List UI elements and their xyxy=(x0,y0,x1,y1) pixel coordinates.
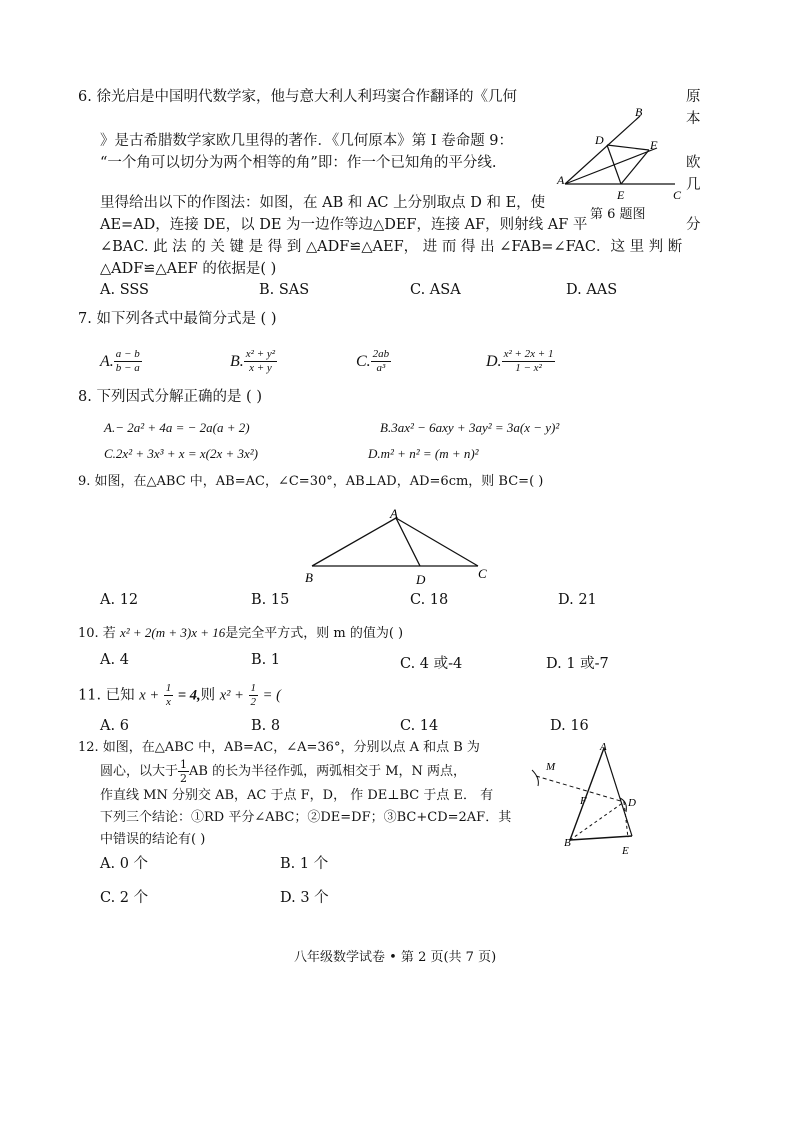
q12-line5: 中错误的结论有( ) xyxy=(100,832,206,847)
q12-fig-label-f: F xyxy=(580,795,587,807)
q8-stem: 8. 下列因式分解正确的是 ( ) xyxy=(78,389,262,405)
q6-fig-label-c: C xyxy=(673,188,682,202)
q12-arc-m xyxy=(532,770,538,786)
q12-option-b: B. 1 个 xyxy=(280,856,329,872)
q9-fig-label-a: A xyxy=(390,506,398,521)
q11-option-c: C. 14 xyxy=(400,718,439,734)
q6-ray-af xyxy=(565,148,657,184)
q6-fig-label-d: D xyxy=(595,133,604,147)
q6-right2: 本 xyxy=(686,111,701,127)
q7-stem: 7. 如下列各式中最简分式是 ( ) xyxy=(78,311,277,327)
q9-option-b: B. 15 xyxy=(251,592,290,608)
q12-option-d: D. 3 个 xyxy=(280,890,329,906)
q9-figure xyxy=(300,502,500,587)
q11-option-b: B. 8 xyxy=(251,718,281,734)
q12-side-bc xyxy=(570,836,632,840)
q9-option-c: C. 18 xyxy=(410,592,449,608)
q12-line2: 圆心，以大于 $\frac{1}{2}$ AB 的长为半径作弧，两弧相交于 M，N 两点， xyxy=(100,758,467,785)
q6-figure-caption: 第 6 题图 xyxy=(590,207,646,222)
q12-line4: 下列三个结论：①RD 平分∠ABC；②DE=DF；③BC+CD=2AF．其 xyxy=(100,810,512,825)
q8-option-a: A.− 2a² + 4a = − 2a(a + 2) xyxy=(104,420,250,435)
q12-fig-label-e: E xyxy=(622,845,629,857)
q6-line7: △ADF≌△AEF 的依据是( ) xyxy=(100,261,277,277)
q12-line1: 12. 如图，在△ABC 中，AB=AC，∠A=36°，分别以点 A 和点 B 为 xyxy=(78,740,480,755)
page-footer: 八年级数学试卷 • 第 2 页(共 7 页) xyxy=(294,950,497,965)
q12-side-ab xyxy=(570,748,604,840)
q6-option-a: A. SSS xyxy=(100,282,149,298)
q9-option-d: D. 21 xyxy=(558,592,597,608)
q12-segment-bd xyxy=(570,802,624,840)
q6-right4: 几 xyxy=(686,177,701,193)
q8-option-d: D.m² + n² = (m + n)² xyxy=(368,446,479,461)
q6-line5: AE=AD，连接 DE，以 DE 为一边作等边△DEF，连接 AF，则射线 AF 平 xyxy=(100,217,588,233)
q12-fig-label-d: D xyxy=(628,797,636,809)
q12-figure xyxy=(528,740,648,858)
q6-line3: “一个角可以切分为两个相等的角”即：作一个已知角的平分线. xyxy=(100,155,497,171)
q6-segment-df xyxy=(607,145,649,150)
q12-fig-label-m: M xyxy=(546,761,556,773)
q9-fig-label-b: B xyxy=(305,570,313,585)
q10-option-b: B. 1 xyxy=(251,652,281,668)
q6-line4: 里得给出以下的作图法：如图，在 AB 和 AC 上分别取点 D 和 E，使 xyxy=(100,195,546,211)
q12-option-a: A. 0 个 xyxy=(100,856,149,872)
q9-option-a: A. 12 xyxy=(100,592,139,608)
q6-option-b: B. SAS xyxy=(259,282,310,298)
q11-stem: 11. 已知 x + $\frac{1}{x}$ = 4,则 x² + $\frac{1}{2}$ = ( xyxy=(78,682,281,708)
q7-option-a: A. $\frac{a - b}{b - a}$ xyxy=(100,348,140,374)
q6-fig-label-a: A xyxy=(557,173,565,187)
q7-option-b: B. $\frac{\text{x² + y²}}{x + y}$ xyxy=(230,348,276,374)
q6-option-d: D. AAS xyxy=(566,282,618,298)
q12-fig-label-b: B xyxy=(564,837,571,849)
q6-right3: 欧 xyxy=(686,155,701,171)
q6-option-c: C. ASA xyxy=(410,282,461,298)
q6-fig-label-e: E xyxy=(617,188,625,202)
q9-fig-label-c: C xyxy=(478,566,487,581)
q6-fig-label-f: F xyxy=(650,138,658,152)
q6-segment-de xyxy=(607,145,621,184)
q6-fig-label-b: B xyxy=(635,105,643,119)
q6-line2: 》是古希腊数学家欧几里得的著作．《几何原本》第 Ⅰ 卷命题 9： xyxy=(100,133,514,149)
q8-option-c: C.2x² + 3x³ + x = x(2x + 3x²) xyxy=(104,446,258,461)
q12-option-c: C. 2 个 xyxy=(100,890,149,906)
q10-stem: 10. 若 x² + 2(m + 3)x + 16是完全平方式，则 m 的值为( ) xyxy=(78,625,404,641)
q6-line1: 6. 徐光启是中国明代数学家，他与意大利人利玛窦合作翻译的《几何 xyxy=(78,89,517,105)
q12-line3: 作直线 MN 分别交 AB，AC 于点 F，D， 作 DE⊥BC 于点 E． 有 xyxy=(100,788,494,803)
q10-option-a: A. 4 xyxy=(100,652,129,668)
q6-right5: 分 xyxy=(686,217,701,233)
q9-side-ab xyxy=(312,518,396,566)
q12-fig-label-a: A xyxy=(600,741,607,753)
q10-option-d: D. 1 或-7 xyxy=(546,656,609,672)
q6-right1: 原 xyxy=(686,89,701,105)
q6-line6: ∠BAC. 此 法 的 关 键 是 得 到 △ADF≌△AEF， 进 而 得 出 ∠FAB=∠FAC．这 里 判 断 xyxy=(100,239,683,255)
q10-option-c: C. 4 或-4 xyxy=(400,656,463,672)
q11-option-a: A. 6 xyxy=(100,718,129,734)
q6-segment-ef xyxy=(621,150,649,184)
q9-stem: 9. 如图，在△ABC 中，AB=AC，∠C=30°，AB⊥AD，AD=6cm，则 BC=( ) xyxy=(78,474,544,489)
q7-option-c: C. $\frac{2ab}{\text{a³}}$ xyxy=(356,348,390,374)
q8-option-b: B.3ax² − 6axy + 3ay² = 3a(x − y)² xyxy=(380,420,560,435)
q11-option-d: D. 16 xyxy=(550,718,589,734)
q12-side-ac xyxy=(604,748,632,836)
q7-option-d: D. $\frac{\text{x² + 2x + 1}}{\text{1 − x²}}$ xyxy=(486,348,554,374)
q9-fig-label-d: D xyxy=(416,572,426,587)
